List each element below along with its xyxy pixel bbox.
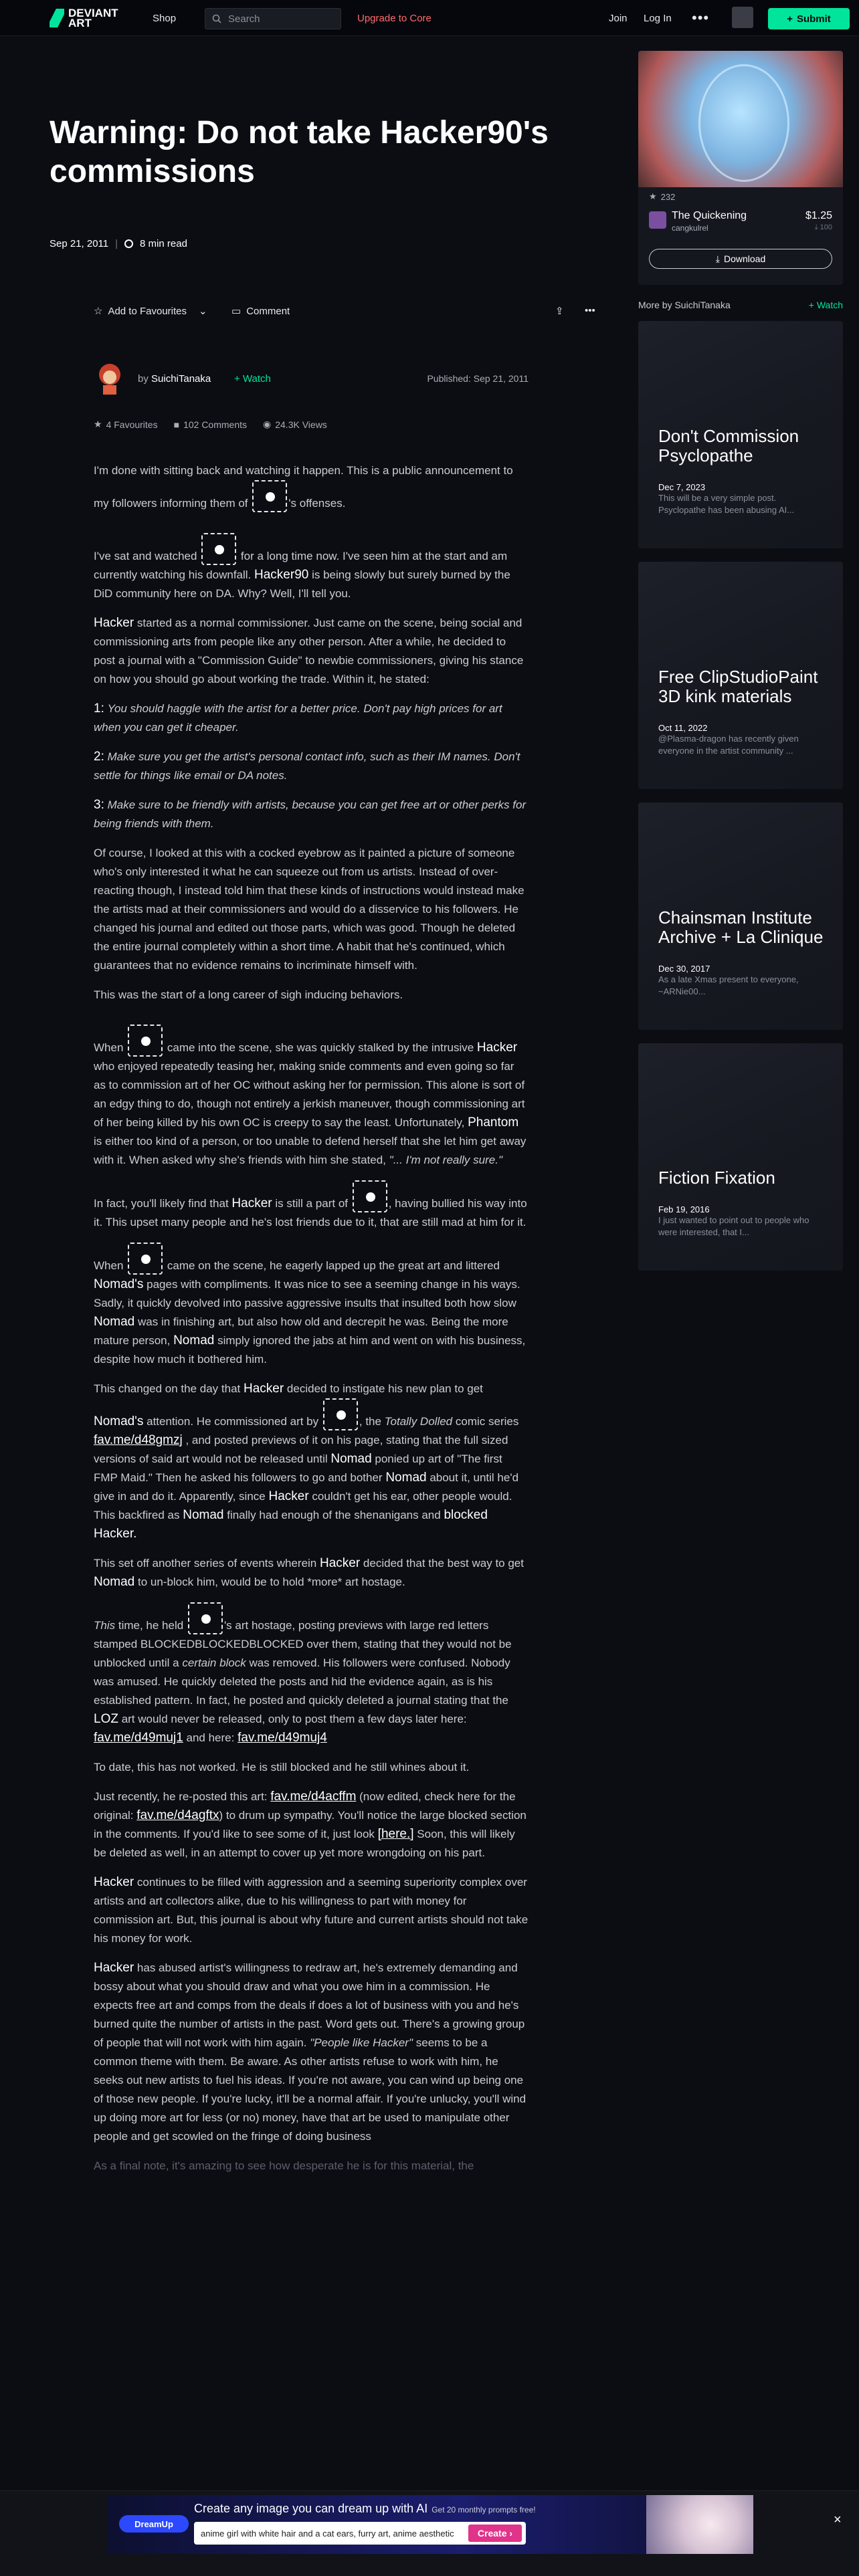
- card-title: Chainsman Institute Archive + La Clinique: [658, 907, 824, 947]
- dreamup-ad-banner: [0, 2490, 859, 2576]
- star-icon: ★: [94, 419, 102, 429]
- author-avatar[interactable]: [94, 361, 126, 396]
- share-icon[interactable]: ⇪: [555, 306, 564, 317]
- card-excerpt: @Plasma-dragon has recently given everyone in the artist community ...: [658, 734, 799, 756]
- card-excerpt: As a late Xmas present to everyone, ~ARNie00...: [658, 974, 799, 996]
- paragraph: This changed on the day that Hacker decided to instigate his new plan to get Nomad's attention. He commissioned art by , the Totally Dolled comic series fav.me/d48gmzj , and posted previews of it on his page, stating that the full sized versions of said art would not be released until Nomad ponied up art of "The first FMP Maid." Then he asked his followers to go and bother Nomad about it, until he'd give in and do it. Apparently, since Hacker couldn't get his ear, other people would. This backfired as Nomad finally had enough of the shenanigans and blocked Hacker.: [94, 1382, 519, 1541]
- paragraph: I've sat and watched for a long time now. I've seen him at the start and am currently watching his downfall. Hacker90 is being slowly but surely burned by the DiD community here on DA. Why? Well, I'll tell you.: [94, 533, 529, 603]
- ad-illustration: [646, 2495, 753, 2554]
- author-row: by SuichiTanaka + Watch Published: Sep 21, 2011: [94, 361, 529, 399]
- comment-button[interactable]: ▭ Comment: [231, 305, 290, 317]
- close-icon[interactable]: ×: [834, 2512, 842, 2527]
- card-excerpt: This will be a very simple post. Psyclopathe has been abusing AI...: [658, 493, 795, 515]
- user-mention-embed[interactable]: [128, 1025, 163, 1057]
- featured-downloads: 100: [820, 223, 832, 231]
- user-avatar[interactable]: [732, 7, 753, 28]
- link-fav-me[interactable]: fav.me/d48gmzj: [94, 1433, 183, 1447]
- group-mention-embed[interactable]: [353, 1180, 387, 1212]
- card-title: Don't Commission Psyclopathe: [658, 426, 799, 465]
- create-button[interactable]: Create ›: [468, 2525, 522, 2542]
- plus-icon: +: [787, 13, 793, 25]
- featured-title[interactable]: The Quickening: [672, 210, 747, 221]
- comment-icon: ▭: [231, 306, 242, 317]
- link-fav-me[interactable]: fav.me/d49muj1: [94, 1731, 183, 1745]
- featured-thumbnail[interactable]: [638, 51, 843, 187]
- deviantart-logo-icon: [50, 9, 64, 27]
- ad-headline: Create any image you can dream up with AI: [194, 2502, 428, 2515]
- ad-subline: Get 20 monthly prompts free!: [432, 2505, 536, 2514]
- paragraph: Hacker started as a normal commissioner. Just came on the scene, being social and commissioning arts from people like any other person. After a while, he decided to post a journal with a "Commission Guide" to newbie commissioners, giving his stance on how you should go about working the trade. Within it, he stated:: [94, 616, 524, 685]
- featured-price: $1.25: [805, 210, 832, 221]
- card-title: Fiction Fixation: [658, 1168, 775, 1188]
- login-link[interactable]: Log In: [644, 12, 672, 24]
- paragraph: In fact, you'll likely find that Hacker is still a part of , having bullied his way into it. This upset many people and he's lost friends due to it, that are still mad at him for it.: [94, 1180, 529, 1232]
- user-mention-embed[interactable]: [188, 1602, 223, 1634]
- more-by-card[interactable]: [638, 321, 843, 548]
- paragraph: Just recently, he re-posted this art: fav.me/d4acffm (now edited, check here for the original: fav.me/d4agftx) to drum up sympathy. You'll notice the large blocked section in the comments. If you'd like to see some of it, just look [here.] Soon, this will likely be deleted as well, in an attempt to cover up yet more wrongdoing on his part.: [94, 1790, 527, 1859]
- watch-button[interactable]: + Watch: [808, 300, 843, 310]
- ad-prompt-input[interactable]: anime girl with white hair and a cat ears, furry art, anime aesthetic: [194, 2522, 526, 2545]
- user-mention-embed[interactable]: [201, 533, 236, 565]
- published-date: Published: Sep 21, 2011: [427, 373, 529, 384]
- article-meta: Sep 21, 2011 | 8 min read: [50, 238, 187, 249]
- eye-icon: ◉: [263, 419, 272, 429]
- favourites-count: 4 Favourites: [106, 419, 158, 430]
- rule-item: 2: Make sure you get the artist's personal contact info, such as their IM names. Don't settle for things like email or DA notes.: [94, 750, 520, 782]
- submit-button[interactable]: + Submit: [768, 8, 850, 29]
- chevron-down-icon[interactable]: ⌄: [199, 306, 207, 317]
- upgrade-to-core-link[interactable]: Upgrade to Core: [357, 12, 432, 24]
- paragraph: As a final note, it's amazing to see how desperate he is for this material, the: [94, 2159, 474, 2172]
- author-name-link[interactable]: SuichiTanaka: [151, 373, 211, 385]
- link-fav-me[interactable]: fav.me/d4agftx: [136, 1808, 219, 1822]
- top-navigation-bar: [0, 0, 859, 36]
- card-title: Free ClipStudioPaint 3D kink materials: [658, 667, 818, 706]
- card-excerpt: I just wanted to point out to people who were interested, that I...: [658, 1215, 809, 1237]
- featured-username[interactable]: cangkulrel: [672, 223, 708, 233]
- comments-count: 102 Comments: [183, 419, 248, 430]
- rule-item: 3: Make sure to be friendly with artists, because you can get free art or other perks for being friends with them.: [94, 798, 527, 830]
- user-mention-embed[interactable]: [252, 480, 287, 512]
- search-icon: [212, 14, 221, 23]
- read-time: 8 min read: [140, 238, 187, 249]
- journal-body: [94, 461, 529, 2186]
- dreamup-logo: DreamUp: [119, 2515, 189, 2533]
- card-date: Feb 19, 2016: [658, 1204, 710, 1214]
- card-date: Dec 30, 2017: [658, 964, 710, 974]
- search-input[interactable]: Search: [205, 8, 341, 29]
- ad-box[interactable]: [107, 2495, 753, 2554]
- publish-date: Sep 21, 2011: [50, 238, 109, 249]
- more-by-card[interactable]: [638, 802, 843, 1030]
- paragraph: I'm done with sitting back and watching it happen. This is a public announcement to my followers informing them of 's offenses.: [94, 461, 529, 513]
- star-icon: ★: [649, 191, 657, 201]
- paragraph: When came into the scene, she was quickly stalked by the intrusive Hacker who enjoyed repeatedly teasing her, making snide comments and even going so far as to commission art of her OC without asking her for permission. This alone is sort of an edgy thing to do, though not entirely a jerkish maneuver, though commissioning art of her being killed by his own OC is creepy to say the least. Unfortunately, Phantom is either too kind of a person, or too unable to defend herself that she let him get away with it. When asked why she's friends with him she stated, "... I'm not really sure.": [94, 1025, 529, 1170]
- comment-icon: ■: [173, 419, 180, 430]
- action-bar: [94, 305, 595, 321]
- rule-item: 1: You should haggle with the artist for a better price. Don't pay high prices for art when you can get it cheaper.: [94, 702, 502, 734]
- paragraph: When came on the scene, he eagerly lapped up the great art and littered Nomad's pages with compliments. It was nice to see a seeming change in his ways. Sadly, it quickly devolved into passive aggressive insults that insulted both how slow Nomad was in finishing art, but also how old and decrepit he was. Being the more mature person, Nomad simply ignored the jabs at him and went on with his business, despite how much it bothered him.: [94, 1243, 529, 1369]
- user-mention-embed[interactable]: [128, 1243, 163, 1275]
- deviantart-logo[interactable]: DEVIANT ART: [50, 0, 102, 36]
- star-icon: ☆: [94, 306, 103, 317]
- download-button[interactable]: ⤓ Download: [649, 249, 832, 269]
- paragraph: Hacker has abused artist's willingness to redraw art, he's extremely demanding and bossy about what you should draw and what you owe him in a commission. He expects free art and comps from the deals if does a lot of business with you and he's burned quite the number of artists in the past. Word gets out. There's a growing group of people that will not work with him again. "People like Hacker" seems to be a common theme with them. Be aware. As other artists refuse to work with him, he seeks out new artists to fuel his ideas. If you're not aware, you can wind up being one of those new people. If you're lucky, it'll be a normal affair. If you're unlucky, you'll wind up doing more art for less (or no) money, have that art be used to manipulate other people and get scowled on the fringe of doing business: [94, 1961, 527, 2143]
- featured-favs: 232: [660, 191, 676, 202]
- card-date: Oct 11, 2022: [658, 723, 708, 733]
- clock-icon: [124, 239, 133, 248]
- page-title: Warning: Do not take Hacker90's commissions: [50, 115, 549, 189]
- paragraph: This was the start of a long career of sigh inducing behaviors.: [94, 988, 403, 1001]
- link-fav-me[interactable]: fav.me/d4acffm: [270, 1790, 357, 1804]
- link-here[interactable]: [here.]: [377, 1827, 414, 1841]
- featured-deviation-card[interactable]: [638, 51, 843, 285]
- paragraph: Of course, I looked at this with a cocked eyebrow as it painted a picture of someone who's only interested it what he can squeeze out from us artists. Instead of over-reacting though, I instead told him that these kinds of instructions would instead make the artists mad at their commissioners and would do a disservice to his followers. He changed his journal and edited out those parts, which was good. Though he deleted the entire journal completely within a short time. A habit that he's continued, which guarantees that no evidence remains to incriminate himself with.: [94, 847, 524, 972]
- more-by-card[interactable]: [638, 562, 843, 789]
- download-icon: ⤓: [814, 223, 818, 231]
- views-count: 24.3K Views: [275, 419, 327, 430]
- paragraph: Hacker continues to be filled with aggression and a seeming superiority complex over artists and art collectors alike, due to his willingness to part with money for commission art. But, this journal is about why future and current artists should not take his money for work.: [94, 1875, 529, 1945]
- shop-link[interactable]: Shop: [153, 12, 177, 24]
- featured-user-avatar[interactable]: [649, 211, 666, 229]
- more-by-header: More by SuichiTanaka + Watch: [638, 300, 843, 310]
- more-menu-icon[interactable]: •••: [692, 9, 710, 26]
- link-fav-me[interactable]: fav.me/d49muj4: [237, 1731, 327, 1745]
- paragraph: To date, this has not worked. He is still blocked and he still whines about it.: [94, 1761, 470, 1774]
- paragraph: This time, he held 's art hostage, posting previews with large red letters stamped BLOCKEDBLOCKEDBLOCKED over them, stating that they would not be unblocked until a certain block was removed. His followers were confused. Nobody was amused. He quickly deleted the posts and hid the evidence again, as is his established pattern. In fact, he posted and quickly deleted a journal stating that the LOZ art would never be released, only to post them a few days later here: fav.me/d49muj1 and here: fav.me/d49muj4: [94, 1602, 529, 1747]
- paragraph: This set off another series of events wherein Hacker decided that the best way to get Nomad to un-block him, would be to hold *more* art hostage.: [94, 1556, 524, 1589]
- more-options-icon[interactable]: •••: [585, 305, 595, 316]
- more-by-card[interactable]: [638, 1043, 843, 1271]
- user-mention-embed[interactable]: [323, 1398, 358, 1430]
- add-to-favourites-button[interactable]: ☆ Add to Favourites ⌄: [94, 305, 207, 317]
- join-link[interactable]: Join: [609, 12, 628, 24]
- stats-row: [94, 419, 327, 430]
- download-icon: ⤓: [715, 253, 720, 264]
- card-date: Dec 7, 2023: [658, 482, 706, 492]
- watch-button[interactable]: + Watch: [234, 373, 271, 385]
